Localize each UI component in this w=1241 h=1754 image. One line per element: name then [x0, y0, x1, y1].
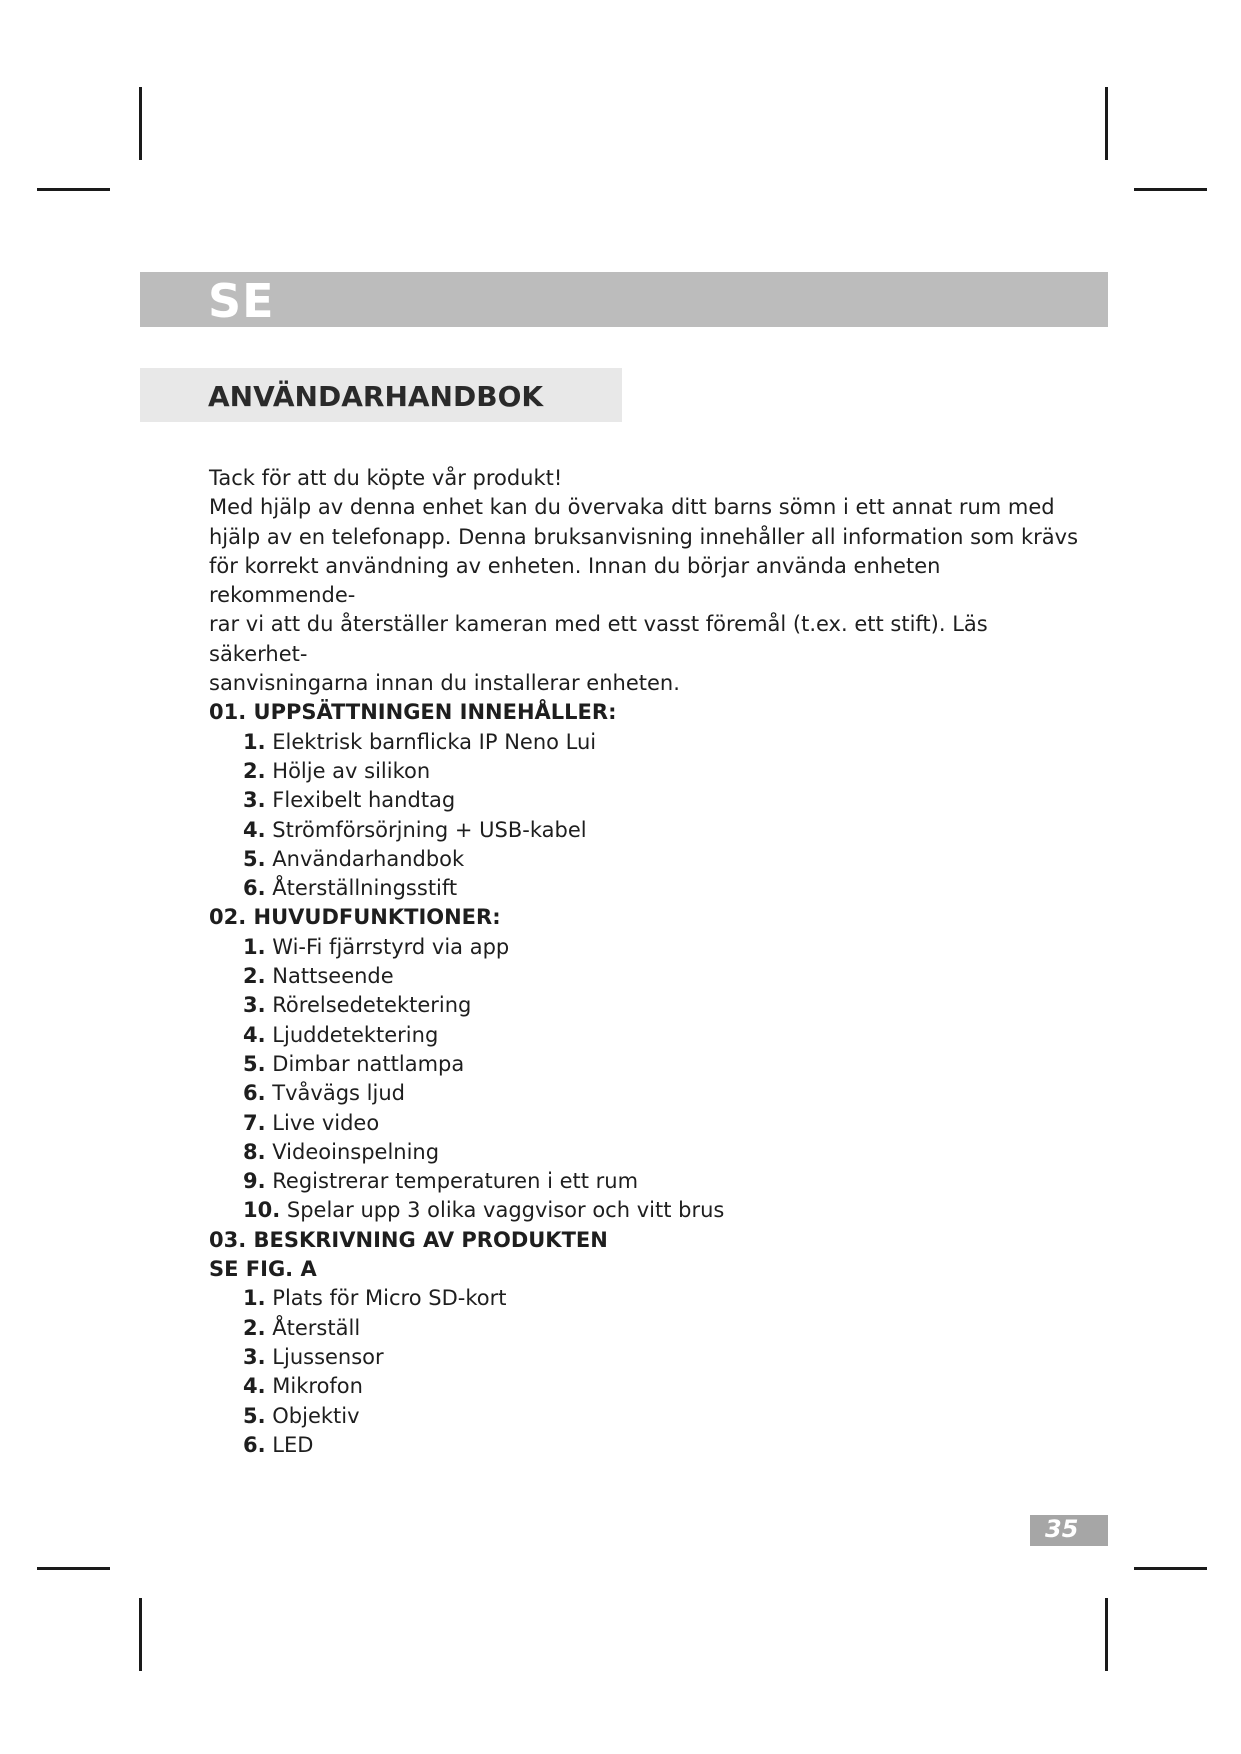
intro-line: för korrekt användning av enheten. Innan du börjar använda enheten rekommende- — [209, 553, 941, 608]
figure-reference: SE FIG. A — [209, 1257, 317, 1282]
list-item — [243, 1402, 1089, 1431]
language-bar — [140, 272, 1108, 327]
crop-mark-top-right-vertical — [1105, 87, 1108, 160]
list-item — [243, 1284, 1089, 1313]
item-number: 6. — [243, 876, 266, 901]
item-number: 6. — [243, 1081, 266, 1106]
item-text: Spelar upp 3 olika vaggvisor och vitt brus — [286, 1198, 725, 1223]
item-number: 5. — [243, 846, 266, 871]
section-heading-description: 03. BESKRIVNING AV PRODUKTEN — [209, 1227, 608, 1252]
manual-content — [209, 464, 1089, 1460]
item-number: 1. — [243, 1286, 266, 1311]
list-item — [243, 1372, 1089, 1401]
list-item — [243, 1196, 1089, 1225]
crop-mark-bottom-right-horizontal — [1134, 1567, 1207, 1570]
crop-mark-top-right-horizontal — [1134, 188, 1207, 191]
item-text: Återställningsstift — [272, 876, 458, 901]
crop-mark-bottom-left-vertical — [139, 1598, 142, 1671]
list-item — [243, 1079, 1089, 1108]
list-item — [243, 1050, 1089, 1079]
item-number: 7. — [243, 1110, 266, 1135]
intro-line: Med hjälp av denna enhet kan du övervaka ditt barns sömn i ett annat rum med — [209, 495, 1055, 520]
item-number: 4. — [243, 817, 266, 842]
list-item — [243, 786, 1089, 815]
section-heading-features: 02. HUVUDFUNKTIONER: — [209, 905, 501, 930]
item-number: 5. — [243, 1403, 266, 1428]
item-text: Objektiv — [272, 1403, 360, 1428]
item-text: Ljussensor — [272, 1344, 384, 1369]
item-text: LED — [272, 1432, 314, 1457]
crop-mark-bottom-left-horizontal — [37, 1567, 110, 1570]
item-text: Hölje av silikon — [272, 758, 431, 783]
intro-line: hjälp av en telefonapp. Denna bruksanvisning innehåller all information som krävs — [209, 524, 1079, 549]
intro-line: Tack för att du köpte vår produkt! — [209, 466, 563, 490]
intro-paragraph — [209, 464, 1089, 698]
list-item — [243, 1167, 1089, 1196]
item-number: 1. — [243, 934, 266, 959]
intro-line: rar vi att du återställer kameran med ett vasst föremål (t.ex. ett stift). Läs säkerhet- — [209, 612, 988, 666]
list-item — [243, 1314, 1089, 1343]
section-heading-contents: 01. UPPSÄTTNINGEN INNEHÅLLER: — [209, 700, 617, 725]
item-number: 3. — [243, 993, 266, 1018]
language-code: SE — [208, 274, 275, 328]
crop-mark-bottom-right-vertical — [1105, 1598, 1108, 1671]
crop-mark-top-left-vertical — [139, 87, 142, 160]
list-item — [243, 962, 1089, 991]
list-item — [243, 1343, 1089, 1372]
item-number: 1. — [243, 729, 266, 754]
item-number: 2. — [243, 1315, 266, 1340]
item-number: 10. — [243, 1198, 281, 1223]
contents-list — [209, 728, 1089, 904]
page-title: ANVÄNDARHANDBOK — [208, 380, 544, 413]
title-bar — [140, 368, 622, 422]
list-item — [243, 1109, 1089, 1138]
item-text: Ljuddetektering — [272, 1022, 439, 1047]
intro-line: sanvisningarna innan du installerar enheten. — [209, 671, 680, 696]
item-text: Videoinspelning — [272, 1139, 440, 1164]
item-text: Användarhandbok — [272, 846, 465, 871]
list-item — [243, 991, 1089, 1020]
list-item — [243, 728, 1089, 757]
list-item — [243, 1021, 1089, 1050]
list-item — [243, 1138, 1089, 1167]
item-number: 9. — [243, 1169, 266, 1194]
description-list — [209, 1284, 1089, 1460]
item-number: 3. — [243, 1344, 266, 1369]
item-text: Wi-Fi fjärrstyrd via app — [272, 934, 510, 959]
item-number: 6. — [243, 1432, 266, 1457]
item-text: Elektrisk barnflicka IP Neno Lui — [272, 729, 597, 754]
item-text: Nattseende — [272, 964, 394, 989]
item-number: 5. — [243, 1051, 266, 1076]
page-number: 35 — [1045, 1515, 1079, 1543]
list-item — [243, 1431, 1089, 1460]
page-number-box — [1030, 1515, 1108, 1546]
item-number: 8. — [243, 1139, 266, 1164]
item-number: 2. — [243, 964, 266, 989]
item-text: Flexibelt handtag — [272, 788, 456, 813]
features-list — [209, 933, 1089, 1226]
crop-mark-top-left-horizontal — [37, 188, 110, 191]
item-text: Dimbar nattlampa — [272, 1051, 465, 1076]
list-item — [243, 845, 1089, 874]
item-text: Live video — [272, 1110, 380, 1135]
list-item — [243, 874, 1089, 903]
item-number: 3. — [243, 788, 266, 813]
list-item — [243, 933, 1089, 962]
item-text: Strömförsörjning + USB-kabel — [272, 817, 587, 842]
item-text: Registrerar temperaturen i ett rum — [272, 1169, 639, 1194]
item-number: 4. — [243, 1022, 266, 1047]
item-number: 4. — [243, 1374, 266, 1399]
list-item — [243, 816, 1089, 845]
item-text: Återställ — [272, 1315, 361, 1340]
item-text: Plats för Micro SD-kort — [272, 1286, 507, 1311]
item-text: Mikrofon — [272, 1374, 363, 1399]
list-item — [243, 757, 1089, 786]
item-text: Tvåvägs ljud — [272, 1081, 405, 1106]
item-text: Rörelsedetektering — [272, 993, 472, 1018]
item-number: 2. — [243, 758, 266, 783]
